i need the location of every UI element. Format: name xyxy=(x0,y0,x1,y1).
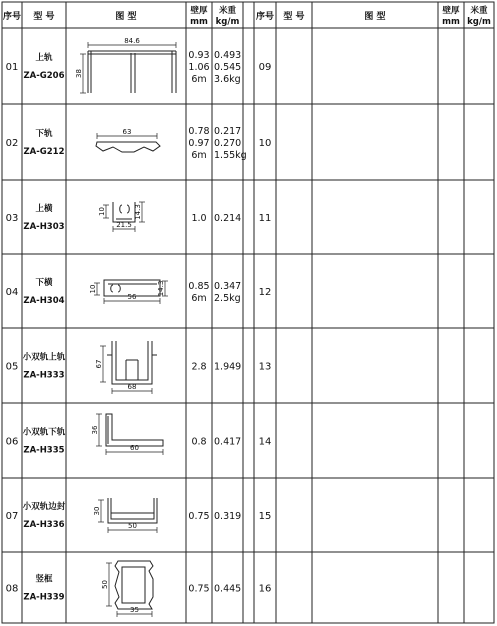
dimension-label: 36 xyxy=(91,425,99,435)
profile-name: 下轨 xyxy=(35,129,53,139)
dimension-label: 50 xyxy=(101,580,109,589)
profile-code: ZA-H303 xyxy=(23,222,65,232)
row-number: 15 xyxy=(258,511,272,522)
dimension-label: 67 xyxy=(95,359,103,369)
table-body xyxy=(6,50,272,603)
profile-name: 竖框 xyxy=(35,574,53,585)
wall-thickness-value: 2.8 xyxy=(191,361,207,373)
lower-rail-profile xyxy=(96,142,160,152)
profile-code: ZA-H335 xyxy=(23,445,65,456)
header-weight-unit: kg/m xyxy=(467,17,491,27)
wall-thickness-value: 0.75 xyxy=(188,583,210,595)
row-number: 10 xyxy=(258,138,272,149)
unit-weight-value: 0.319 xyxy=(214,511,242,522)
row-number: 14 xyxy=(258,436,272,448)
unit-weight-value: 3.6kg xyxy=(214,74,241,85)
profile-name: 小双轨上轨 xyxy=(22,352,66,363)
header-weight-unit: kg/m xyxy=(215,17,240,27)
row-number: 11 xyxy=(258,213,272,224)
header-figure: 图 型 xyxy=(115,12,137,22)
mullion-profile xyxy=(115,561,153,609)
dimension-label: 60 xyxy=(130,444,139,452)
dimension-label: 30 xyxy=(93,506,101,516)
table-border xyxy=(2,2,494,623)
table-row xyxy=(259,437,272,448)
table-row xyxy=(6,352,242,381)
table-row xyxy=(259,511,272,522)
table-row xyxy=(6,277,242,306)
table-row xyxy=(6,501,242,530)
dimension-label: 56 xyxy=(127,293,137,301)
profile-drawing-02 xyxy=(96,128,160,152)
profile-code: ZA-H336 xyxy=(23,520,65,530)
dimension-label: 50 xyxy=(128,522,137,530)
row-number: 09 xyxy=(258,62,272,73)
unit-weight-value: 0.445 xyxy=(214,583,242,595)
profile-drawing-05 xyxy=(95,341,157,394)
wall-thickness-value: 0.97 xyxy=(188,138,210,149)
profile-name: 上横 xyxy=(35,204,53,214)
header-wall-thickness: 壁厚 xyxy=(190,6,208,16)
profile-drawing-03 xyxy=(98,202,145,232)
unit-weight-value: 1.949 xyxy=(214,361,242,373)
header-wall-unit: mm xyxy=(190,17,208,27)
double-track-side-seal-profile xyxy=(108,498,157,523)
profile-drawing-06 xyxy=(91,414,163,455)
profile-code: ZA-H304 xyxy=(23,296,65,306)
wall-thickness-value: 0.93 xyxy=(188,50,210,61)
unit-weight-value: 1.55kg xyxy=(214,150,247,161)
unit-weight-value: 0.217 xyxy=(214,126,242,137)
profile-code: ZA-H333 xyxy=(23,370,65,381)
profile-name: 小双轨边封 xyxy=(22,502,66,512)
upper-rail-profile xyxy=(88,51,176,93)
table-row xyxy=(259,213,272,224)
wall-thickness-value: 6m xyxy=(191,293,207,304)
wall-thickness-value: 1.06 xyxy=(188,62,210,73)
header-seq: 序号 xyxy=(2,12,22,22)
unit-weight-value: 0.417 xyxy=(214,436,242,448)
table-row xyxy=(259,362,272,373)
table-row xyxy=(259,287,272,298)
profile-drawing-04 xyxy=(89,280,168,304)
header-model: 型 号 xyxy=(283,12,305,22)
unit-weight-value: 0.214 xyxy=(214,213,242,224)
dimension-label: 35 xyxy=(130,606,139,614)
unit-weight-value: 0.347 xyxy=(214,281,242,292)
header-wall-unit: mm xyxy=(442,17,460,27)
row-number: 05 xyxy=(5,361,19,373)
dimension-label: 10 xyxy=(89,284,97,294)
double-track-lower-profile xyxy=(106,414,163,446)
unit-weight-value: 2.5kg xyxy=(214,293,241,304)
table-header xyxy=(3,5,491,27)
row-number: 08 xyxy=(5,583,19,595)
row-number: 02 xyxy=(5,138,19,149)
header-figure: 图 型 xyxy=(364,12,386,22)
table-row xyxy=(6,427,242,456)
table-row xyxy=(259,584,272,595)
header-unit-weight: 米重 xyxy=(470,6,488,16)
profile-code: ZA-H339 xyxy=(23,592,65,603)
table-row xyxy=(6,50,242,85)
table-row xyxy=(259,138,272,149)
upper-transom-profile xyxy=(113,202,135,222)
row-number: 16 xyxy=(258,583,272,595)
profile-drawings xyxy=(75,37,176,617)
dimension-label: 10 xyxy=(98,207,106,216)
double-track-upper-profile xyxy=(107,341,157,384)
wall-thickness-value: 0.85 xyxy=(188,281,210,292)
dimension-label: 14.3 xyxy=(134,204,142,220)
row-number: 12 xyxy=(258,287,272,298)
profile-drawing-08 xyxy=(101,561,153,617)
wall-thickness-value: 0.75 xyxy=(188,511,210,522)
profile-name: 上轨 xyxy=(35,53,53,63)
table-row xyxy=(6,574,242,603)
dimension-label: 84.6 xyxy=(124,37,140,45)
row-number: 01 xyxy=(5,62,19,73)
wall-thickness-value: 1.0 xyxy=(191,213,207,224)
wall-thickness-value: 6m xyxy=(191,150,207,161)
row-number: 13 xyxy=(258,361,272,373)
unit-weight-value: 0.493 xyxy=(214,50,242,61)
wall-thickness-value: 6m xyxy=(191,74,207,85)
dimension-label: 21.5 xyxy=(116,221,132,229)
row-number: 03 xyxy=(5,213,19,224)
table-row xyxy=(259,62,272,73)
profile-drawing-07 xyxy=(93,498,157,533)
unit-weight-value: 0.545 xyxy=(214,62,242,73)
dimension-label: 14.3 xyxy=(157,280,165,297)
row-number: 07 xyxy=(5,511,19,522)
header-model: 型 号 xyxy=(33,12,55,22)
profile-code: ZA-G206 xyxy=(23,71,65,81)
dimension-label: 38 xyxy=(75,69,83,78)
row-number: 04 xyxy=(5,287,19,298)
profile-code: ZA-G212 xyxy=(23,147,65,157)
wall-thickness-value: 0.8 xyxy=(191,436,207,448)
profile-name: 小双轨下轨 xyxy=(22,427,66,438)
unit-weight-value: 0.270 xyxy=(214,138,242,149)
table-grid xyxy=(2,2,494,623)
dimension-label: 68 xyxy=(127,383,137,391)
row-number: 06 xyxy=(5,436,19,448)
wall-thickness-value: 0.78 xyxy=(188,126,210,137)
profile-name: 下横 xyxy=(35,278,53,288)
dimension-label: 63 xyxy=(122,128,132,136)
header-unit-weight: 米重 xyxy=(218,6,237,16)
header-wall-thickness: 壁厚 xyxy=(442,6,460,16)
profile-drawing-01 xyxy=(75,37,176,93)
header-seq: 序号 xyxy=(255,12,275,22)
